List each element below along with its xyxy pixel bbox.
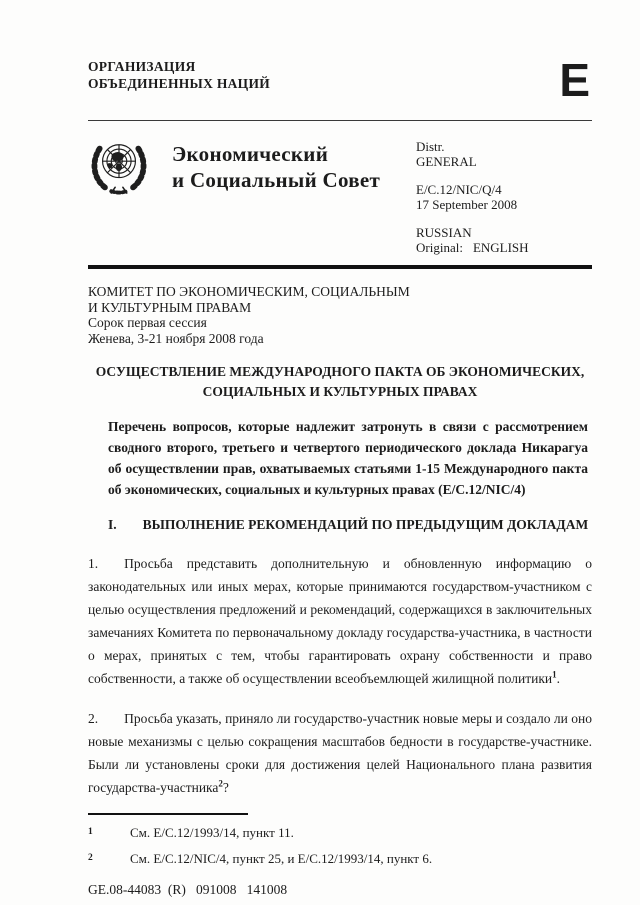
footnote-1: [88, 824, 592, 841]
paragraph-1: [88, 552, 592, 690]
paragraph-2: [88, 707, 592, 799]
un-emblem-graphic: [88, 137, 150, 195]
distr-label: Distr.: [416, 139, 445, 154]
un-emblem-icon: [88, 137, 150, 255]
council-title: [172, 141, 416, 255]
paragraph-2-number: 2.: [88, 711, 99, 726]
document-title-line1: ОСУЩЕСТВЛЕНИЕ МЕЖДУНАРОДНОГО ПАКТА ОБ ЭКОНОМИЧЕСКИХ,: [95, 364, 585, 379]
header-divider-thin: [88, 120, 592, 121]
footnote-2-marker: 2: [88, 853, 93, 863]
document-number-footer: GE.08-44083 (R) 091008 141008: [88, 882, 288, 897]
session-line: Сорок первая сессия: [88, 315, 207, 330]
section-number: I.: [108, 517, 117, 532]
paragraph-1-text: Просьба представить дополнительную и обновленную информацию о законодательных или иных мерах, которые принимаются государством-участником с целью осуществления предложений и рекомендаций, содержащихся в заключительных замечаниях Комитета по первоначальному докладу государства-участника, в частности о мерах, принятых с тем, чтобы гарантировать охрану собственности и право собственности, а также об осуществлении всеобъемлющей жилищной политики: [88, 556, 592, 686]
session-block: [88, 284, 592, 346]
footnote-separator: [88, 813, 248, 815]
footnote-2: [88, 850, 592, 867]
distribution-block: [416, 139, 592, 255]
section-heading: [88, 515, 592, 535]
footnote-1-marker: 1: [88, 827, 93, 837]
header-divider-thick: [88, 265, 592, 269]
org-name-line1: ОРГАНИЗАЦИЯ: [88, 59, 196, 74]
paragraph-2-tail: ?: [222, 780, 229, 795]
document-symbol: E/C.12/NIC/Q/4: [416, 182, 502, 197]
footnote-1-text: См. E/C.12/1993/14, пункт 11.: [130, 825, 294, 840]
original-label: Original:: [416, 240, 463, 255]
paragraph-1-tail: .: [556, 671, 560, 686]
doc-series-letter: E: [559, 54, 590, 106]
document-language: RUSSIAN: [416, 225, 472, 240]
committee-line1: КОМИТЕТ ПО ЭКОНОМИЧЕСКИМ, СОЦИАЛЬНЫМ: [88, 284, 410, 299]
venue-line: Женева, 3-21 ноября 2008 года: [88, 330, 264, 346]
council-title-line1: Экономический: [172, 142, 329, 166]
document-date: 17 September 2008: [416, 197, 518, 212]
org-name-line2: ОБЪЕДИНЕННЫХ НАЦИЙ: [88, 76, 271, 91]
org-header: [88, 54, 592, 106]
document-subtitle: Перечень вопросов, которые надлежит затронуть в связи с рассмотрением сводного второго, третьего и четвертого периодического доклада Никарагуа об осуществлении прав, охватываемых статьями 1-15 Международного пакта об экономических, социальных и культурных правах (E/C.12/NIC/4): [108, 419, 588, 497]
distr-value: GENERAL: [416, 154, 477, 169]
footnote-ref-2: 2: [218, 778, 223, 789]
original-language-line: [416, 240, 592, 255]
council-title-line2: и Социальный Совет: [172, 168, 381, 192]
paragraph-2-text: Просьба указать, приняло ли государство-участник новые меры и создало ли оно новые механизмы с целью сокращения масштабов бедности в государстве-участнике. Были ли установлены сроки для достижения целей Национального плана развития государства-участника: [88, 711, 592, 795]
committee-line2: И КУЛЬТУРНЫМ ПРАВАМ: [88, 299, 252, 315]
document-title-line2: СОЦИАЛЬНЫХ И КУЛЬТУРНЫХ ПРАВАХ: [202, 384, 478, 399]
document-title: [88, 362, 592, 402]
spacer: [416, 169, 592, 182]
masthead: [88, 135, 592, 255]
paragraph-1-number: 1.: [88, 556, 99, 571]
footnote-2-text: См. E/C.12/NIC/4, пункт 25, и E/C.12/1993/14, пункт 6.: [130, 851, 433, 866]
org-name: [88, 58, 270, 92]
spacer: [416, 212, 592, 225]
original-value: ENGLISH: [472, 240, 529, 255]
footnote-ref-1: 1: [552, 669, 557, 680]
section-heading-text: ВЫПОЛНЕНИЕ РЕКОМЕНДАЦИЙ ПО ПРЕДЫДУЩИМ ДОКЛАДАМ: [142, 517, 589, 532]
